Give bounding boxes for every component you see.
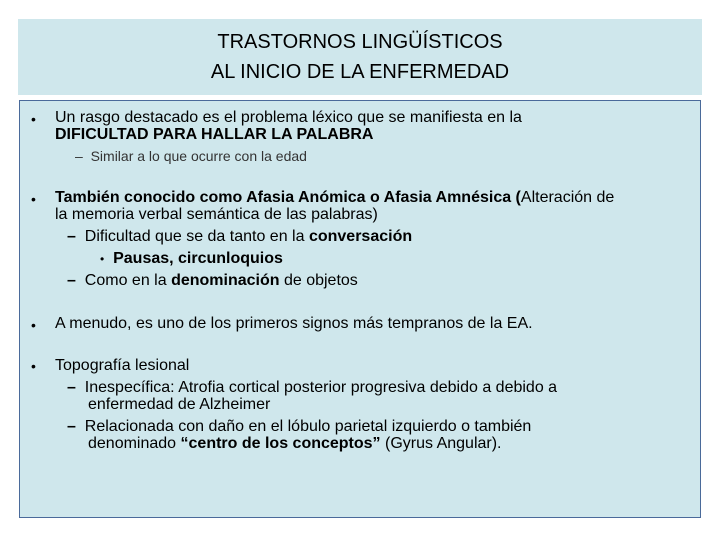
dash-icon: – [67, 228, 76, 245]
item-1-bold: DIFICULTAD PARA HALLAR LA PALABRA [55, 126, 374, 143]
bullet-icon: • [31, 111, 36, 127]
bullet-icon: • [31, 358, 36, 374]
item-2-sub-1-text: Dificultad que se da tanto en la [84, 228, 309, 245]
item-2-line-2: la memoria verbal semántica de las palabras) [55, 206, 378, 223]
item-3-text: A menudo, es uno de los primeros signos más tempranos de la EA. [55, 315, 533, 332]
item-2-subsub-bold: Pausas, circunloquios [113, 250, 283, 267]
item-4-text: Topografía lesional [55, 357, 190, 374]
content-panel [19, 100, 701, 518]
slide-title [18, 19, 702, 95]
item-1-line-2 [55, 125, 373, 145]
item-4-sub-1-line-2: enfermedad de Alzheimer [88, 396, 271, 413]
dash-icon: – [67, 418, 76, 435]
dash-icon: – [75, 148, 83, 164]
item-2-sub-2-rest: de objetos [279, 272, 358, 289]
bullet-icon: • [31, 191, 36, 207]
item-4-sub-2-text: Relacionada con daño en el lóbulo parietal izquierdo o también [84, 418, 532, 435]
item-4-sub-2-c: (Gyrus Angular). [380, 435, 502, 452]
dash-icon: – [67, 272, 76, 289]
title-line-1: TRASTORNOS LINGÜÍSTICOS [217, 31, 503, 53]
item-4-sub-2-bold: “centro de los conceptos” [180, 435, 381, 452]
dash-icon: – [67, 379, 76, 396]
item-1-sub-text: Similar a lo que ocurre con la edad [90, 148, 307, 164]
item-2-sub-2 [67, 271, 358, 291]
item-4-sub-2-line-2 [88, 434, 502, 454]
item-2-rest: Alteración de [520, 189, 615, 206]
item-1-line-1: Un rasgo destacado es el problema léxico que se manifiesta en la [55, 109, 522, 126]
item-4-sub-1-text: Inespecífica: Atrofia cortical posterior progresiva debido a debido a [84, 379, 558, 396]
bullet-icon: • [100, 252, 105, 266]
bullet-icon: • [31, 317, 36, 333]
item-2-sub-2-bold: denominación [171, 272, 280, 289]
item-2-sub-2-text: Como en la [84, 272, 172, 289]
item-1-sub [75, 148, 307, 164]
item-2-sub-1-bold: conversación [308, 228, 413, 245]
item-2-subsub [100, 249, 283, 269]
title-line-2: AL INICIO DE LA ENFERMEDAD [210, 61, 510, 83]
item-4-sub-2-a: denominado [88, 435, 181, 452]
item-2-sub-1 [67, 227, 412, 247]
item-2-bold: También conocido como Afasia Anómica o Afasia Amnésica ( [55, 189, 521, 206]
